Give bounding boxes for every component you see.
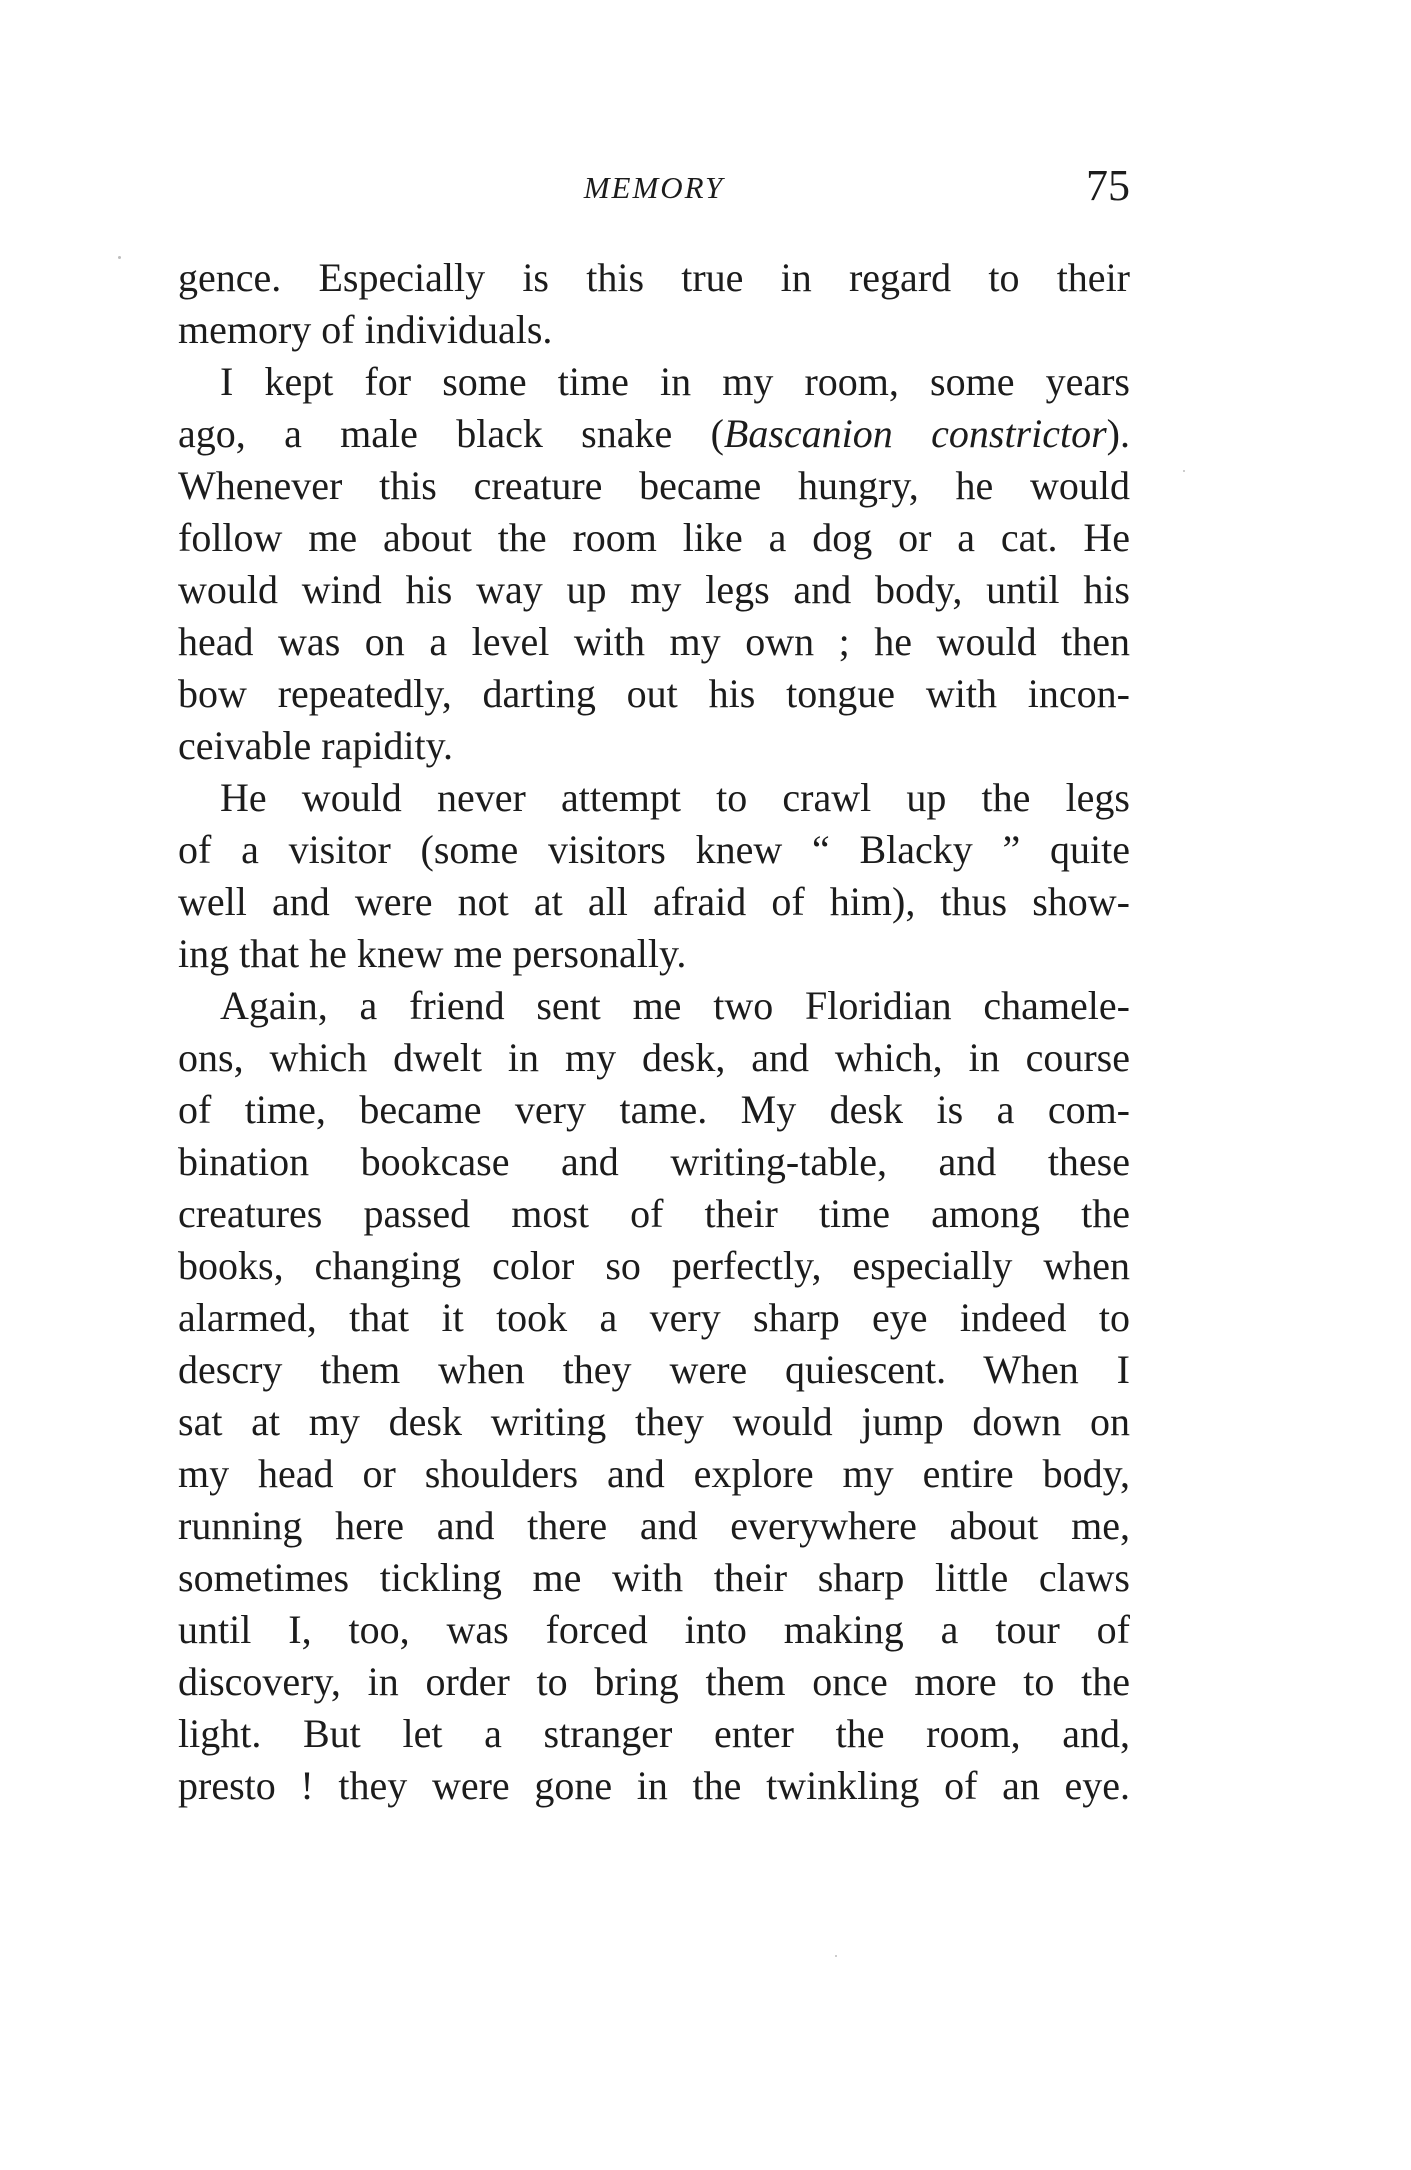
text-segment: Again, a friend sent me two Floridian chamele- (220, 983, 1130, 1028)
text-segment: running here and there and everywhere about me, (178, 1503, 1130, 1548)
text-segment: ing that he knew me personally. (178, 931, 687, 976)
text-line (178, 408, 1130, 460)
text-line (178, 1396, 1130, 1448)
text-line (178, 1448, 1130, 1500)
text-segment: sometimes tickling me with their sharp little claws (178, 1555, 1130, 1600)
paper-speck (835, 1955, 837, 1957)
text-segment: of time, became very tame. My desk is a com- (178, 1087, 1130, 1132)
text-segment: light. But let a stranger enter the room, and, (178, 1711, 1130, 1756)
text-line (178, 616, 1130, 668)
text-line (178, 304, 1130, 356)
text-line (178, 1604, 1130, 1656)
text-segment: Whenever this creature became hungry, he would (178, 463, 1130, 508)
text-line (178, 1032, 1130, 1084)
text-segment: ago, a male black snake ( (178, 411, 724, 456)
text-segment: my head or shoulders and explore my entire body, (178, 1451, 1130, 1496)
text-segment: bow repeatedly, darting out his tongue with incon- (178, 671, 1130, 716)
text-segment: descry them when they were quiescent. When I (178, 1347, 1130, 1392)
text-segment: sat at my desk writing they would jump down on (178, 1399, 1130, 1444)
text-line (178, 356, 1130, 408)
text-segment: of a visitor (some visitors knew “ Blacky ” quite (178, 827, 1130, 872)
text-line (178, 1240, 1130, 1292)
running-title: MEMORY (583, 170, 725, 205)
text-line (178, 876, 1130, 928)
text-line (178, 1292, 1130, 1344)
text-line (178, 720, 1130, 772)
text-segment: follow me about the room like a dog or a cat. He (178, 515, 1130, 560)
text-line (178, 1500, 1130, 1552)
text-segment: ons, which dwelt in my desk, and which, in course (178, 1035, 1130, 1080)
text-segment: books, changing color so perfectly, especially when (178, 1243, 1130, 1288)
text-line (178, 928, 1130, 980)
text-segment: well and were not at all afraid of him), thus show- (178, 879, 1130, 924)
text-line (178, 1084, 1130, 1136)
text-segment: memory of individuals. (178, 307, 553, 352)
text-segment: head was on a level with my own ; he would then (178, 619, 1130, 664)
text-line (178, 1760, 1130, 1812)
text-line (178, 460, 1130, 512)
text-segment: ). (1106, 411, 1130, 456)
text-segment: gence. Especially is this true in regard to their (178, 255, 1130, 300)
text-segment: ceivable rapidity. (178, 723, 454, 768)
text-segment: presto ! they were gone in the twinkling of an eye. (178, 1763, 1130, 1808)
text-segment: until I, too, was forced into making a tour of (178, 1607, 1130, 1652)
text-segment: alarmed, that it took a very sharp eye indeed to (178, 1295, 1130, 1340)
text-line (178, 564, 1130, 616)
text-segment: He would never attempt to crawl up the legs (220, 775, 1130, 820)
text-line (178, 252, 1130, 304)
text-line (178, 512, 1130, 564)
text-line (178, 1136, 1130, 1188)
text-line (178, 1552, 1130, 1604)
text-line (178, 772, 1130, 824)
text-segment: creatures passed most of their time among the (178, 1191, 1130, 1236)
text-line (178, 1708, 1130, 1760)
text-line (178, 1656, 1130, 1708)
text-line (178, 1344, 1130, 1396)
text-line (178, 1188, 1130, 1240)
paper-speck (1183, 470, 1185, 472)
text-segment: I kept for some time in my room, some years (220, 359, 1130, 404)
page-number: 75 (1086, 161, 1130, 210)
running-head (178, 160, 1130, 220)
text-line (178, 980, 1130, 1032)
text-segment: bination bookcase and writing-table, and these (178, 1139, 1130, 1184)
text-line (178, 824, 1130, 876)
italic-text: Bascanion constrictor (723, 411, 1107, 456)
text-segment: discovery, in order to bring them once more to the (178, 1659, 1130, 1704)
text-line (178, 668, 1130, 720)
paper-speck (118, 256, 121, 259)
text-segment: would wind his way up my legs and body, until his (178, 567, 1130, 612)
body-text (178, 252, 1130, 1812)
